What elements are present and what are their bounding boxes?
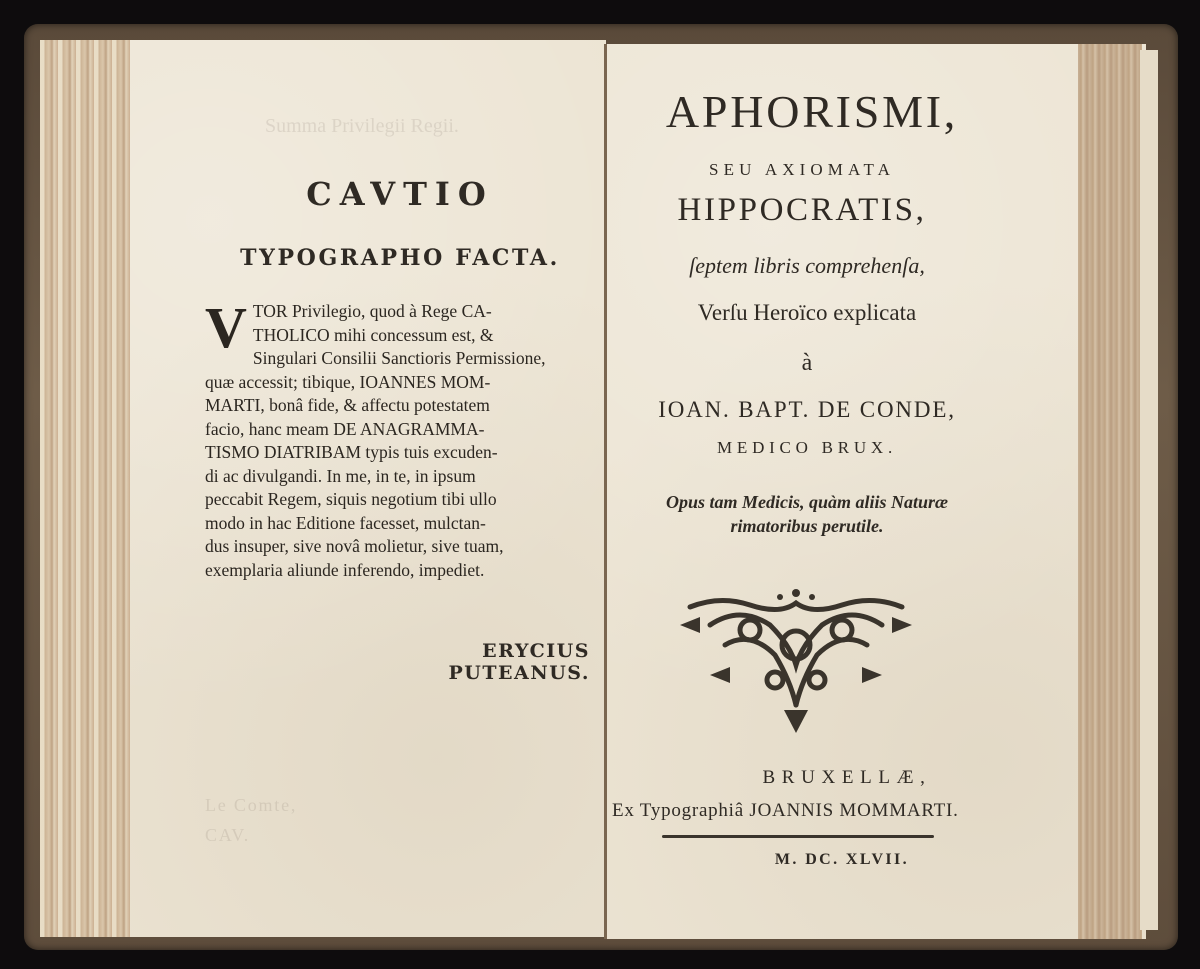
right-outer-edge (1140, 50, 1158, 930)
body-line: MARTI, bonâ fide, & affectu potestatem (205, 395, 490, 415)
show-through-footer-1: Le Comte, (205, 795, 298, 815)
body-line: THOLICO mihi concessum est, & (252, 324, 494, 345)
subtitle-seu: SEU AXIOMATA (709, 160, 895, 179)
show-through-footer-2: CAV. (205, 825, 251, 845)
body-line: facio, hanc meam DE ANAGRAMMA- (205, 418, 485, 439)
body-line: di ac divulgandi. In me, in te, in ipsum (205, 465, 476, 486)
subtitle-versu: Verſu Heroïco explicata (697, 300, 917, 325)
imprint-rule (662, 835, 934, 838)
subtitle-hippocratis: HIPPOCRATIS, (677, 192, 927, 228)
right-page-edges (1078, 44, 1142, 939)
body-line: Singulari Consilii Sanctioris Permissione, (252, 348, 546, 368)
printer-ornament-icon (680, 585, 912, 733)
preposition-a: à (801, 350, 813, 376)
show-through-heading: Summa Privilegii Regii. (265, 115, 459, 137)
signature: ERYCIUS PUTEANUS. (448, 640, 590, 684)
opus-description (612, 490, 1002, 538)
privilege-text (205, 295, 587, 582)
body-line: modo in hac Editione facesset, mulctan- (205, 512, 486, 533)
imprint-year: M. DC. XLVII. (774, 851, 910, 868)
book-title: APHORISMI, (665, 86, 959, 137)
body-line: TOR Privilegio, quod à Rege CA- (252, 301, 492, 321)
body-line: TISMO DIATRIBAM typis tuis excuden- (205, 442, 498, 462)
left-subtitle: TYPOGRAPHO FACTA. (240, 245, 560, 271)
subtitle-septem: ſeptem libris comprehenſa, (689, 253, 925, 278)
book-gutter (604, 44, 607, 939)
body-line: peccabit Regem, siquis negotium tibi ullo (205, 489, 497, 509)
left-page-edges (40, 40, 130, 937)
author-name: IOAN. BAPT. DE CONDE, (658, 397, 956, 422)
imprint-printer: Ex Typographiâ JOANNIS MOMMARTI. (612, 800, 959, 821)
left-title: CAVTIO (306, 175, 494, 213)
author-title: MEDICO BRUX. (717, 438, 897, 457)
imprint-city: BRUXELLÆ, (762, 767, 932, 788)
opus-line-2: rimatoribus perutile. (730, 516, 884, 536)
body-line: quæ accessit; tibique, IOANNES MOM- (205, 371, 491, 392)
opus-line-1: Opus tam Medicis, quàm aliis Naturæ (665, 492, 949, 512)
body-line: dus insuper, sive novâ molietur, sive tuam, (205, 536, 504, 556)
body-line: exemplaria aliunde inferendo, impediet. (205, 559, 485, 580)
drop-cap: V (205, 295, 247, 360)
